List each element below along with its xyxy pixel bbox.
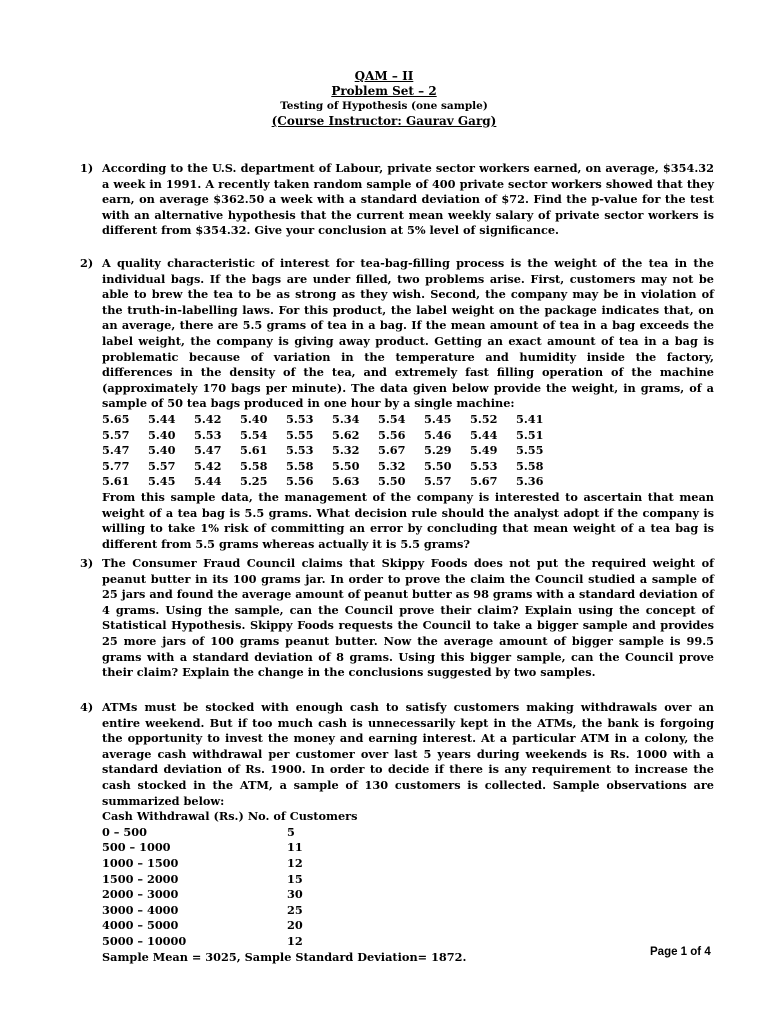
customer-count-cell: 12	[287, 933, 303, 948]
data-cell: 5.51	[516, 427, 544, 442]
data-cell: 5.63	[332, 474, 360, 489]
data-cell: 5.42	[194, 458, 222, 473]
data-cell: 5.57	[148, 458, 176, 473]
table-header-customers: No. of Customers	[247, 809, 358, 824]
customer-count-cell: 15	[287, 871, 303, 886]
data-cell: 5.36	[516, 474, 544, 489]
data-cell: 5.47	[194, 443, 222, 458]
data-cell: 5.53	[286, 443, 314, 458]
withdrawal-table	[102, 809, 714, 965]
table-row	[102, 840, 714, 856]
data-cell: 5.54	[240, 427, 268, 442]
data-cell: 5.65	[102, 411, 130, 426]
data-cell: 5.55	[286, 427, 314, 442]
question-text: ATMs must be stocked with enough cash to satisfy customers making withdrawals over an entire weekend. But if too much cash is unnecessarily kept in the ATMs, the bank is forgoing the opportunity to invest the money and earning interest. At a particular ATM in a colony, the average cash withdrawal per customer over last 5 years during weekends is Rs. 1000 with a standard deviation of Rs. 1900. In order to decide if there is any requirement to increase the cash stocked in the ATM, a sample of 130 customers is collected. Sample observations are summarized below:	[102, 700, 714, 808]
instructor-line: (Course Instructor: Gaurav Garg)	[271, 114, 497, 128]
cash-range-cell: 1000 – 1500	[102, 855, 179, 870]
question-number: 3)	[80, 556, 94, 570]
table-row	[102, 918, 714, 934]
data-cell: 5.56	[378, 427, 406, 442]
customer-count-cell: 30	[287, 887, 303, 902]
data-cell: 5.56	[286, 474, 314, 489]
data-cell: 5.67	[378, 443, 406, 458]
data-cell: 5.32	[332, 443, 360, 458]
data-cell: 5.25	[240, 474, 268, 489]
question-text: The Consumer Fraud Council claims that Skippy Foods does not put the required weight of peanut butter in its 100 grams jar. In order to prove the claim the Council studied a sample of 25 jars and found the average amount of peanut butter as 98 grams with a standard deviation of 4 grams. Using the sample, can the Council prove their claim? Explain using the concept of Statistical Hypothesis. Skippy Foods requests the Council to take a bigger sample and provides 25 more jars of 100 grams peanut butter. Now the average amount of bigger sample is 99.5 grams with a standard deviation of 8 grams. Using this bigger sample, can the Council prove their claim? Explain the change in the conclusions suggested by two samples.	[102, 556, 714, 680]
data-row	[102, 412, 714, 428]
question-text: According to the U.S. department of Labour, private sector workers earned, on average, $354.32 a week in 1991. A recently taken random sample of 400 private sector workers showed that they earn, on average $362.50 a week with a standard deviation of $72. Find the p-value for the test with an alternative hypothesis that the current mean weekly salary of private sector workers is different from $354.32. Give your conclusion at 5% level of significance.	[102, 161, 714, 238]
data-cell: 5.77	[102, 458, 130, 473]
data-cell: 5.53	[470, 458, 498, 473]
data-cell: 5.44	[470, 427, 498, 442]
data-cell: 5.50	[378, 474, 406, 489]
data-cell: 5.50	[332, 458, 360, 473]
data-cell: 5.42	[194, 411, 222, 426]
data-cell: 5.54	[378, 411, 406, 426]
data-row	[102, 459, 714, 475]
data-cell: 5.44	[194, 474, 222, 489]
cash-range-cell: 5000 – 10000	[102, 933, 187, 948]
data-row	[102, 428, 714, 444]
topic-title: Testing of Hypothesis (one sample)	[280, 100, 488, 112]
data-row	[102, 474, 714, 490]
customer-count-cell: 5	[287, 824, 295, 839]
data-cell: 5.45	[424, 411, 452, 426]
customer-count-cell: 11	[287, 840, 303, 855]
course-title: QAM – II	[354, 69, 414, 83]
table-header-row	[102, 809, 714, 825]
data-cell: 5.58	[240, 458, 268, 473]
problem-set-title: Problem Set – 2	[331, 84, 437, 98]
table-row	[102, 934, 714, 950]
data-cell: 5.45	[148, 474, 176, 489]
cash-range-cell: 0 – 500	[102, 824, 147, 839]
page-number: Page 1 of 4	[650, 946, 711, 958]
data-cell: 5.55	[516, 443, 544, 458]
cash-range-cell: 2000 – 3000	[102, 887, 179, 902]
customer-count-cell: 20	[287, 918, 303, 933]
data-cell: 5.32	[378, 458, 406, 473]
data-cell: 5.58	[286, 458, 314, 473]
table-row	[102, 903, 714, 919]
question-number: 1)	[80, 161, 94, 175]
data-cell: 5.52	[470, 411, 498, 426]
customer-count-cell: 25	[287, 902, 303, 917]
question-2	[80, 256, 714, 552]
table-row	[102, 872, 714, 888]
data-cell: 5.49	[470, 443, 498, 458]
data-cell: 5.57	[424, 474, 452, 489]
data-cell: 5.40	[148, 427, 176, 442]
document-header	[0, 68, 768, 129]
data-cell: 5.46	[424, 427, 452, 442]
data-cell: 5.29	[424, 443, 452, 458]
question-number: 2)	[80, 256, 94, 270]
data-cell: 5.61	[240, 443, 268, 458]
data-cell: 5.61	[102, 474, 130, 489]
cash-range-cell: 4000 – 5000	[102, 918, 179, 933]
data-row	[102, 443, 714, 459]
customer-count-cell: 12	[287, 855, 303, 870]
cash-range-cell: 500 – 1000	[102, 840, 171, 855]
data-cell: 5.40	[240, 411, 268, 426]
cash-range-cell: 1500 – 2000	[102, 871, 179, 886]
data-cell: 5.53	[286, 411, 314, 426]
table-row	[102, 887, 714, 903]
question-1	[80, 161, 714, 239]
data-cell: 5.50	[424, 458, 452, 473]
data-cell: 5.47	[102, 443, 130, 458]
cash-range-cell: 3000 – 4000	[102, 902, 179, 917]
question-number: 4)	[80, 700, 94, 714]
question-4	[80, 700, 714, 965]
table-row	[102, 825, 714, 841]
table-row	[102, 856, 714, 872]
table-header-cash: Cash Withdrawal (Rs.)	[102, 809, 244, 824]
tea-bag-weights-grid	[102, 412, 714, 490]
question-3	[80, 556, 714, 681]
data-cell: 5.34	[332, 411, 360, 426]
data-cell: 5.67	[470, 474, 498, 489]
data-cell: 5.62	[332, 427, 360, 442]
data-cell: 5.40	[148, 443, 176, 458]
data-cell: 5.41	[516, 411, 544, 426]
question-text: A quality characteristic of interest for tea-bag-filling process is the weight of the tea in the individual bags. If the bags are under filled, two problems arise. First, customers may not be able to brew the tea to be as strong as they wish. Second, the company may be in violation of the truth-in-labelling laws. For this product, the label weight on the package indicates that, on an average, there are 5.5 grams of tea in a bag. If the mean amount of tea in a bag exceeds the label weight, the company is giving away product. Getting an exact amount of tea in a bag is problematic because of variation in the temperature and humidity inside the factory, differences in the density of the tea, and extremely fast filling operation of the machine (approximately 170 bags per minute). The data given below provide the weight, in grams, of a sample of 50 tea bags produced in one hour by a single machine:	[102, 256, 714, 411]
data-cell: 5.57	[102, 427, 130, 442]
data-cell: 5.44	[148, 411, 176, 426]
question-text-after: From this sample data, the management of the company is interested to ascertain that mean weight of a tea bag is 5.5 grams. What decision rule should the analyst adopt if the company is willing to take 1% risk of committing an error by concluding that mean weight of a tea bag is different from 5.5 grams whereas actually it is 5.5 grams?	[102, 489, 714, 551]
data-cell: 5.58	[516, 458, 544, 473]
data-cell: 5.53	[194, 427, 222, 442]
sample-summary: Sample Mean = 3025, Sample Standard Deviation= 1872.	[102, 949, 467, 964]
